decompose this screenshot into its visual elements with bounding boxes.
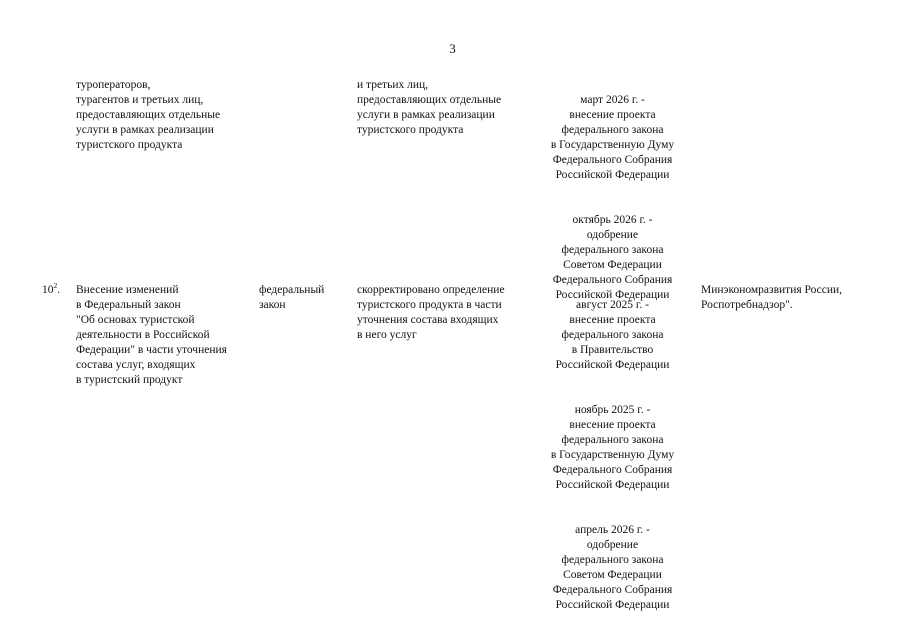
deadline-item: апрель 2026 г. - одобрение федерального закона Советом Федерации Федерального Собрания Российской Федерации — [552, 524, 673, 611]
deadline-item: август 2025 г. - внесение проекта федерального закона в Правительство Российской Федерации — [555, 299, 670, 371]
responsible-executors: Минэкономразвития России, Роспотребнадзор". — [701, 284, 843, 311]
deadlines-cell — [535, 283, 690, 628]
result-text: скорректировано определение туристского продукта в части уточнения состава входящих в него услуг — [357, 284, 505, 341]
deadline-item: октябрь 2026 г. - одобрение федерального закона Советом Федерации Федерального Собрания Российской Федерации — [552, 214, 673, 301]
item-number: $10^2$. — [42, 281, 61, 296]
page-number: 3 — [449, 41, 456, 56]
document-type: федеральный закон — [259, 284, 325, 311]
result-text: и третьих лиц, предоставляющих отдельные услуги в рамках реализации туристского продукта — [357, 79, 502, 136]
item-number-main: 10 — [42, 284, 54, 296]
deadline-item: март 2026 г. - внесение проекта федерального закона в Государственную Думу Федерального Собрания Российской Федерации — [550, 94, 675, 181]
item-number-superscript: 2 — [53, 281, 58, 291]
deadline-item: ноябрь 2025 г. - внесение проекта федерального закона в Государственную Думу Федерального Собрания Российской Федерации — [550, 404, 675, 491]
measure-text: Внесение изменений в Федеральный закон "Об основах туристской деятельности в Российской Федерации" в части уточнения состава услуг, входящих в туристский продукт — [76, 284, 227, 386]
measure-text: туроператоров, турагентов и третьих лиц, предоставляющих отдельные услуги в рамках реализации туристского продукта — [76, 79, 221, 151]
deadlines-cell — [535, 78, 690, 318]
